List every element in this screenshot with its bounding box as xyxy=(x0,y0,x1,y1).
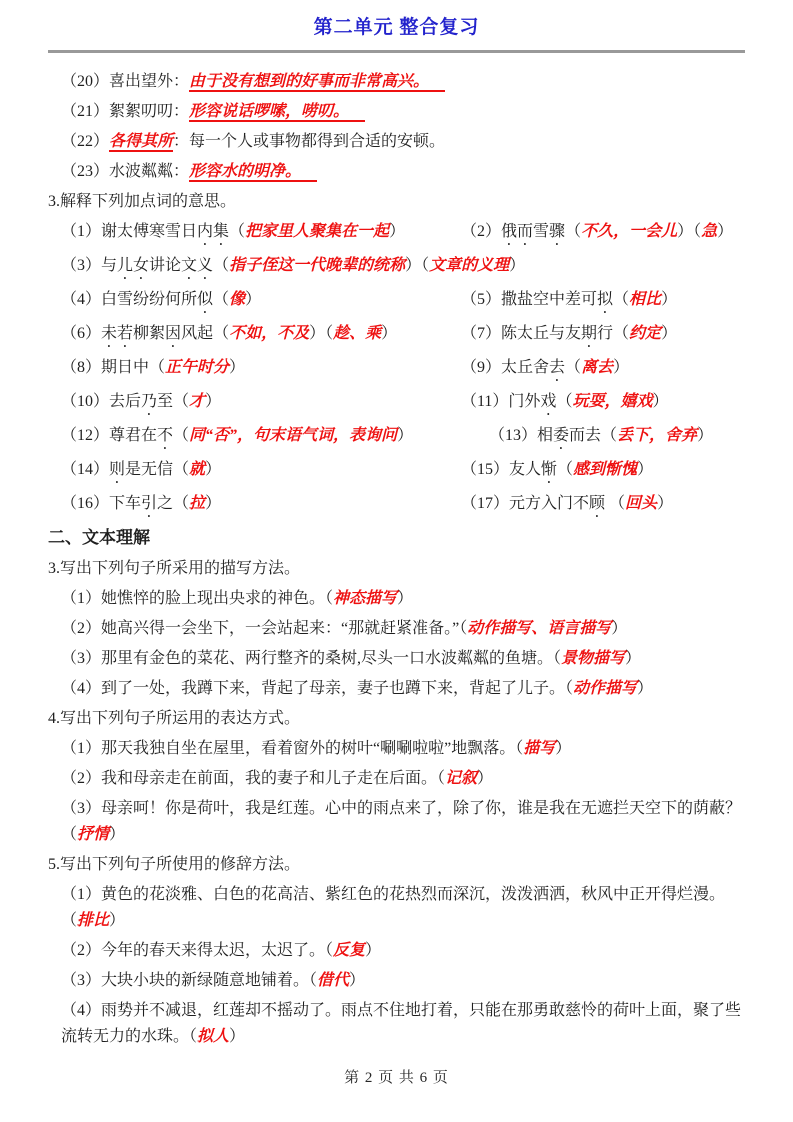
explain-item-6: （6）未若柳絮因风起（不如，不及）（趁、乘） xyxy=(61,325,398,342)
explain-item-4: （4）白雪纷纷何所似（像） xyxy=(61,291,262,308)
explain-item-3: （3）与儿女讲论文义（指子侄这一代晚辈的统称）（文章的义理） xyxy=(61,257,526,274)
explain-item-13: （13）相委而去（丢下，舍弃） xyxy=(489,427,714,444)
header-rule xyxy=(48,50,745,53)
rhetoric-section-heading: 5.写出下列句子所使用的修辞方法。 xyxy=(48,856,301,873)
expression-item-2: （2）我和母亲走在前面，我的妻子和儿子走在后面。（记叙） xyxy=(61,770,494,787)
definition-item-20: （20）喜出望外：由于没有想到的好事而非常高兴。 xyxy=(48,69,745,95)
rhetoric-item-2: （2）今年的春天来得太迟，太迟了。（反复） xyxy=(61,942,382,959)
explain-item-7: （7）陈太丘与友期行（约定） xyxy=(461,325,678,342)
expression-item-1: （1）那天我独自坐在屋里，看着窗外的树叶“唰唰啦啦”地飘落。（描写） xyxy=(61,740,572,757)
explain-item-2: （2）俄而雪骤（不久，一会儿）（急） xyxy=(461,223,734,240)
explain-item-5: （5）撒盐空中差可拟（相比） xyxy=(461,291,678,308)
definition-item-22: （22）各得其所：每一个人或事物都得到合适的安顿。 xyxy=(61,133,446,150)
explain-section-heading: 3.解释下列加点词的意思。 xyxy=(48,193,237,210)
describe-item-2: （2）她高兴得一会坐下，一会站起来：“那就赶紧准备。”（动作描写、语言描写） xyxy=(61,620,628,637)
explain-item-17: （17）元方入门不顾 （回头） xyxy=(461,495,674,512)
explain-row-8-9 xyxy=(48,355,745,385)
rhetoric-item-3: （3）大块小块的新绿随意地铺着。（借代） xyxy=(61,972,366,989)
describe-item-1: （1）她憔悴的脸上现出央求的神色。（神态描写） xyxy=(61,590,414,607)
explain-item-10: （10）去后乃至（才） xyxy=(61,393,222,410)
definition-item-21: （21）絮絮叨叨：形容说话啰嗦，唠叨。 xyxy=(48,99,745,125)
explain-item-15: （15）友人惭（感到惭愧） xyxy=(461,461,654,478)
page-title: 第二单元 整合复习 xyxy=(313,17,480,38)
explain-item-14: （14）则是无信（就） xyxy=(61,461,222,478)
describe-section-heading: 3.写出下列句子所采用的描写方法。 xyxy=(48,560,301,577)
section-heading-text-comprehension: 二、文本理解 xyxy=(48,528,150,547)
rhetoric-item-1: （1）黄色的花淡雅、白色的花高洁、紫红色的花热烈而深沉，泼泼洒洒，秋风中正开得烂漫。（排比） xyxy=(61,886,726,929)
definition-item-23: （23）水波粼粼：形容水的明净。 xyxy=(48,159,745,185)
explain-item-1: （1）谢太傅寒雪日内集（把家里人聚集在一起） xyxy=(61,223,406,240)
explain-row-4-5 xyxy=(48,287,745,317)
explain-item-8: （8）期日中（正午时分） xyxy=(61,359,246,376)
explain-row-10-11 xyxy=(48,389,745,419)
explain-item-9: （9）太丘舍去（离去） xyxy=(461,359,630,376)
explain-row-16-17 xyxy=(48,491,745,521)
explain-row-1-2 xyxy=(48,219,745,249)
rhetoric-item-4: （4）雨势并不减退，红莲却不摇动了。雨点不住地打着，只能在那勇敢慈怜的荷叶上面，聚了些流转无力的水珠。（拟人） xyxy=(61,1002,742,1045)
expression-item-3: （3）母亲呵！你是荷叶，我是红莲。心中的雨点来了，除了你，谁是我在无遮拦天空下的荫蔽？（抒情） xyxy=(61,800,742,843)
describe-item-4: （4）到了一处，我蹲下来，背起了母亲，妻子也蹲下来，背起了儿子。（动作描写） xyxy=(61,680,654,697)
explain-row-12-13 xyxy=(48,423,745,453)
explain-item-16: （16）下车引之（拉） xyxy=(61,495,222,512)
explain-item-11: （11）门外戏（玩耍，嬉戏） xyxy=(461,393,669,410)
describe-item-3: （3）那里有金色的菜花、两行整齐的桑树,尽头一口水波粼粼的鱼塘。（景物描写） xyxy=(61,650,642,667)
page-footer: 第 2 页 共 6 页 xyxy=(344,1070,449,1086)
explain-row-6-7 xyxy=(48,321,745,351)
expression-section-heading: 4.写出下列句子所运用的表达方式。 xyxy=(48,710,301,727)
explain-row-14-15 xyxy=(48,457,745,487)
explain-item-12: （12）尊君在不（同“否”，句末语气词，表询问） xyxy=(61,427,414,444)
